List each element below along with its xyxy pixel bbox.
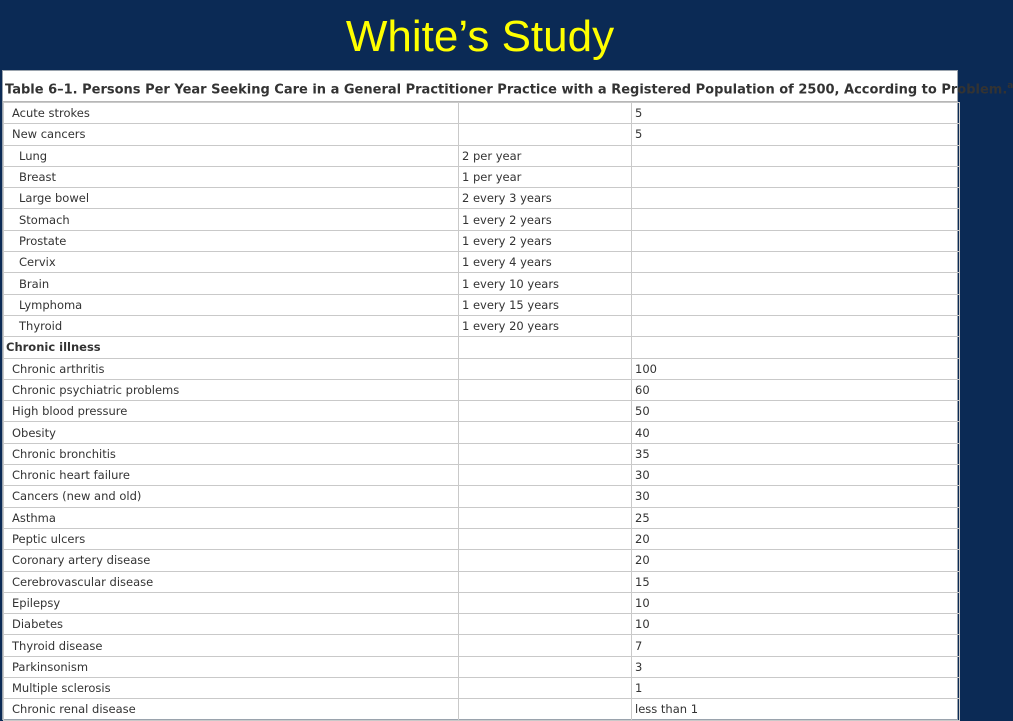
table-row — [4, 443, 960, 464]
table-row — [4, 528, 960, 549]
count-cell — [632, 273, 960, 294]
rate-cell: 1 per year — [459, 166, 632, 187]
table-row — [4, 358, 960, 379]
rate-cell: 2 every 3 years — [459, 188, 632, 209]
table-row — [4, 635, 960, 656]
problem-cell: Breast — [4, 166, 459, 187]
count-cell: 100 — [632, 358, 960, 379]
rate-cell — [459, 550, 632, 571]
table-row — [4, 209, 960, 230]
table-row — [4, 188, 960, 209]
table-row — [4, 252, 960, 273]
count-cell — [632, 166, 960, 187]
count-cell: 20 — [632, 550, 960, 571]
rate-cell — [459, 678, 632, 699]
problem-cell: Cervix — [4, 252, 459, 273]
table-row — [4, 337, 960, 358]
rate-cell — [459, 656, 632, 677]
count-cell: 60 — [632, 379, 960, 400]
rate-cell — [459, 571, 632, 592]
rate-cell — [459, 699, 632, 720]
count-cell — [632, 252, 960, 273]
table-row — [4, 465, 960, 486]
rate-cell — [459, 337, 632, 358]
rate-cell: 1 every 20 years — [459, 315, 632, 336]
problem-cell: Acute strokes — [4, 103, 459, 124]
problem-cell: Prostate — [4, 230, 459, 251]
rate-cell — [459, 379, 632, 400]
problem-cell: Stomach — [4, 209, 459, 230]
rate-cell — [459, 422, 632, 443]
problem-cell: Cerebrovascular disease — [4, 571, 459, 592]
rate-cell — [459, 486, 632, 507]
problem-cell: New cancers — [4, 124, 459, 145]
count-cell — [632, 188, 960, 209]
table-row — [4, 103, 960, 124]
table-caption-text: Table 6–1. Persons Per Year Seeking Care in a General Practitioner Practice with a Registered Population of 2500, According to Problem. — [5, 82, 1008, 98]
count-cell: 30 — [632, 465, 960, 486]
table-row — [4, 166, 960, 187]
rate-cell — [459, 528, 632, 549]
problem-table-body — [4, 103, 960, 721]
problem-cell: Brain — [4, 273, 459, 294]
problem-cell: Lymphoma — [4, 294, 459, 315]
rate-cell — [459, 507, 632, 528]
table-row — [4, 379, 960, 400]
count-cell — [632, 337, 960, 358]
table-row — [4, 273, 960, 294]
count-cell: 15 — [632, 571, 960, 592]
count-cell — [632, 294, 960, 315]
table-row — [4, 145, 960, 166]
rate-cell — [459, 124, 632, 145]
problem-cell: Asthma — [4, 507, 459, 528]
table-row — [4, 315, 960, 336]
table-row — [4, 571, 960, 592]
rate-cell — [459, 614, 632, 635]
table-row — [4, 699, 960, 720]
table-caption-footnote-marker: a — [1007, 81, 1013, 91]
table-row — [4, 507, 960, 528]
table-row — [4, 124, 960, 145]
slide-title: White’s Study — [345, 12, 615, 61]
table-row — [4, 486, 960, 507]
problem-cell: Chronic arthritis — [4, 358, 459, 379]
problem-cell: Chronic bronchitis — [4, 443, 459, 464]
rate-cell — [459, 635, 632, 656]
count-cell: 50 — [632, 401, 960, 422]
count-cell: 5 — [632, 103, 960, 124]
problem-cell: Thyroid — [4, 315, 459, 336]
table-row — [4, 550, 960, 571]
table-panel — [2, 70, 1013, 720]
rate-cell: 2 per year — [459, 145, 632, 166]
problem-cell: Thyroid disease — [4, 635, 459, 656]
table-row — [4, 401, 960, 422]
count-cell: 10 — [632, 592, 960, 613]
count-cell: 7 — [632, 635, 960, 656]
problem-cell: Chronic heart failure — [4, 465, 459, 486]
rate-cell: 1 every 10 years — [459, 273, 632, 294]
table-row — [4, 678, 960, 699]
problem-cell: Parkinsonism — [4, 656, 459, 677]
problem-table — [3, 102, 960, 721]
problem-cell: High blood pressure — [4, 401, 459, 422]
table-row — [4, 422, 960, 443]
problem-cell: Coronary artery disease — [4, 550, 459, 571]
rate-cell — [459, 401, 632, 422]
table-row — [4, 614, 960, 635]
rate-cell: 1 every 4 years — [459, 252, 632, 273]
rate-cell — [459, 465, 632, 486]
table-caption — [3, 71, 1013, 102]
count-cell — [632, 315, 960, 336]
count-cell: 5 — [632, 124, 960, 145]
rate-cell — [459, 103, 632, 124]
problem-cell: Diabetes — [4, 614, 459, 635]
rate-cell — [459, 358, 632, 379]
problem-cell: Lung — [4, 145, 459, 166]
problem-cell: Chronic illness — [4, 337, 459, 358]
problem-cell: Obesity — [4, 422, 459, 443]
table-row — [4, 592, 960, 613]
table-row — [4, 656, 960, 677]
rate-cell — [459, 592, 632, 613]
problem-cell: Large bowel — [4, 188, 459, 209]
problem-cell: Chronic renal disease — [4, 699, 459, 720]
count-cell: 1 — [632, 678, 960, 699]
table-row — [4, 294, 960, 315]
count-cell: 3 — [632, 656, 960, 677]
count-cell: 20 — [632, 528, 960, 549]
count-cell — [632, 230, 960, 251]
problem-cell: Cancers (new and old) — [4, 486, 459, 507]
rate-cell: 1 every 2 years — [459, 209, 632, 230]
count-cell: 25 — [632, 507, 960, 528]
problem-cell: Peptic ulcers — [4, 528, 459, 549]
rate-cell — [459, 443, 632, 464]
count-cell: 35 — [632, 443, 960, 464]
table-row — [4, 230, 960, 251]
problem-cell: Epilepsy — [4, 592, 459, 613]
count-cell: 40 — [632, 422, 960, 443]
count-cell — [632, 145, 960, 166]
count-cell — [632, 209, 960, 230]
rate-cell: 1 every 15 years — [459, 294, 632, 315]
problem-cell: Chronic psychiatric problems — [4, 379, 459, 400]
problem-cell: Multiple sclerosis — [4, 678, 459, 699]
count-cell: less than 1 — [632, 699, 960, 720]
count-cell: 30 — [632, 486, 960, 507]
rate-cell: 1 every 2 years — [459, 230, 632, 251]
count-cell: 10 — [632, 614, 960, 635]
